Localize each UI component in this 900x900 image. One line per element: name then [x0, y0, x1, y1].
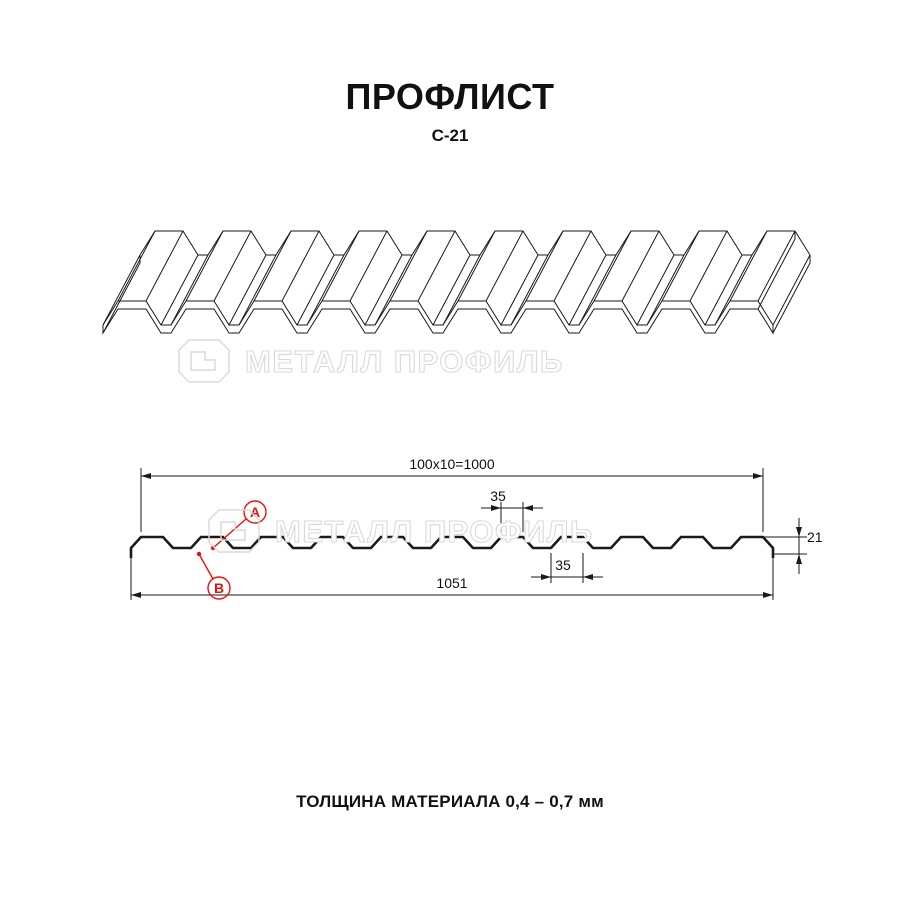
dimension-working-width [141, 473, 763, 479]
section-view [95, 440, 855, 640]
dimension-total-width-label: 1051 [436, 575, 468, 591]
dimension-rib-top [481, 505, 543, 511]
iso-profile-sheet [103, 231, 810, 333]
page-title: ПРОФЛИСТ [345, 76, 555, 117]
dimension-height [796, 518, 802, 574]
dimension-height-label: 21 [807, 529, 823, 545]
dimension-rib-bottom-label: 35 [555, 557, 571, 573]
isometric-view [95, 195, 815, 385]
profile-section-outline [131, 537, 773, 558]
extension-lines [131, 468, 807, 600]
watermark-top-text: МЕТАЛЛ ПРОФИЛЬ [245, 344, 564, 379]
dimension-rib-bottom [531, 574, 603, 580]
title-block [0, 78, 900, 146]
dimension-working-width-label: 100x10=1000 [409, 456, 495, 472]
dimension-rib-top-label: 35 [490, 488, 506, 504]
callout-a-label: A [249, 504, 261, 520]
callout-b-label: B [213, 580, 225, 596]
watermark-middle-text: МЕТАЛЛ ПРОФИЛЬ [275, 514, 594, 549]
product-code: С-21 [431, 125, 469, 145]
material-thickness-note: ТОЛЩИНА МАТЕРИАЛА 0,4 – 0,7 мм [296, 792, 604, 811]
